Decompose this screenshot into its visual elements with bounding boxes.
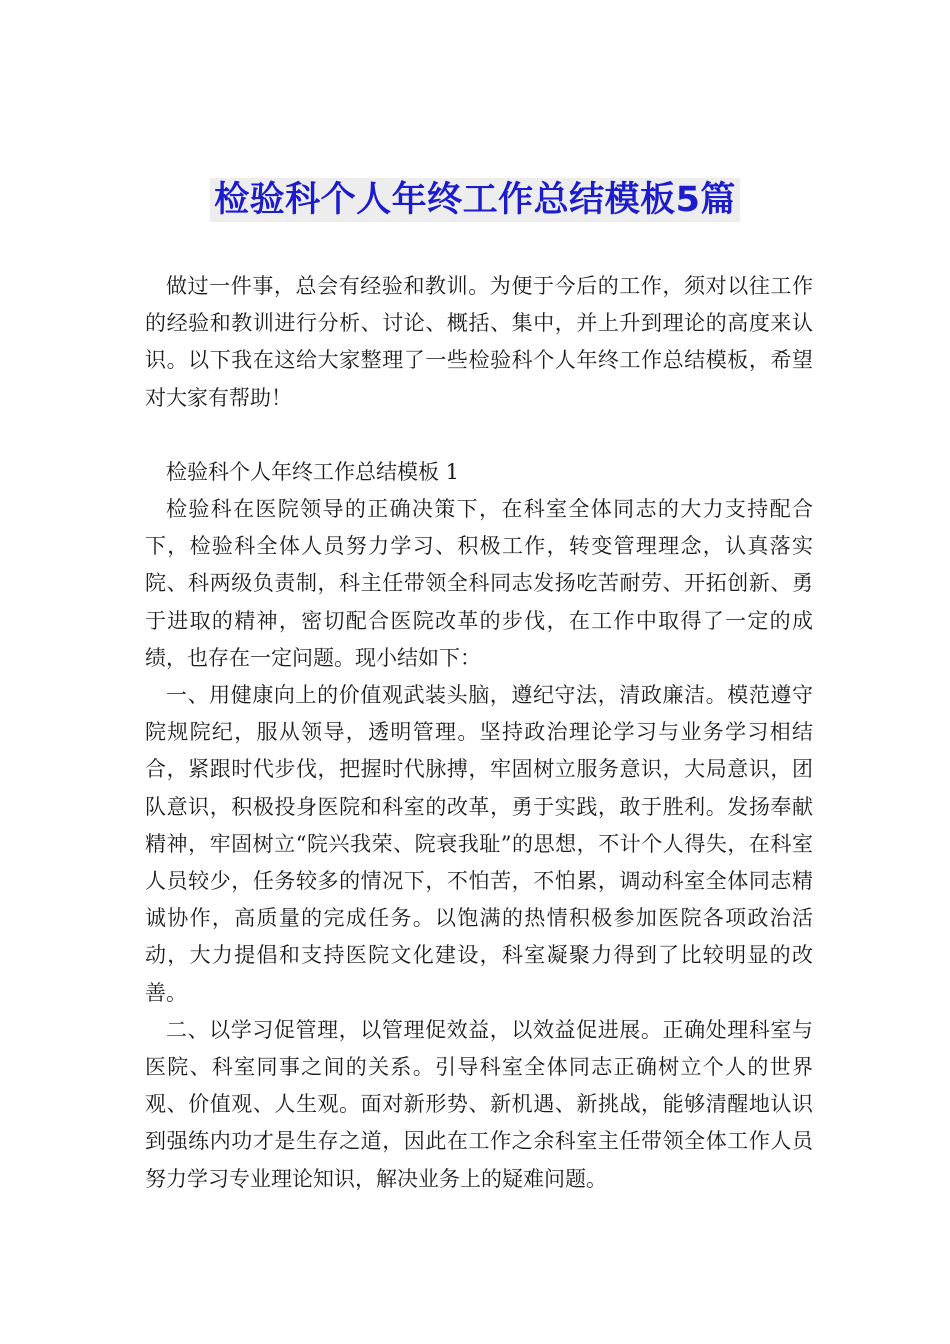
body-paragraph-3: 二、以学习促管理，以管理促效益，以效益促进展。正确处理科室与医院、科室同事之间的关系。引导科室全体同志正确树立个人的世界观、价值观、人生观。面对新形势、新机遇、新挑战，能够清醒地认识到强练内功才是生存之道，因此在工作之余科室主任带领全体工作人员努力学习专业理论知识，解决业务上的疑难问题。 — [145, 1017, 813, 1191]
section-heading: 检验科个人年终工作总结模板 1 — [166, 459, 460, 484]
title-container — [0, 178, 950, 222]
document-title: 检验科个人年终工作总结模板5篇 — [210, 178, 740, 222]
intro-paragraph: 做过一件事，总会有经验和教训。为便于今后的工作，须对以往工作的经验和教训进行分析、讨论、概括、集中，并上升到理论的高度来认识。以下我在这给大家整理了一些检验科个人年终工作总结模板，希望对大家有帮助！ — [145, 274, 813, 410]
body-paragraph-2: 一、用健康向上的价值观武装头脑，遵纪守法，清政廉洁。模范遵守院规院纪，服从领导，透明管理。坚持政治理论学习与业务学习相结合，紧跟时代步伐，把握时代脉搏，牢固树立服务意识，大局意识，团队意识，积极投身医院和科室的改革，勇于实践，敢于胜利。发扬奉献精神，牢固树立“院兴我荣、院衰我耻”的思想，不计个人得失，在科室人员较少，任务较多的情况下，不怕苦，不怕累，调动科室全体同志精诚协作，高质量的完成任务。以饱满的热情积极参加医院各项政治活动，大力提倡和支持医院文化建设，科室凝聚力得到了比较明显的改善。 — [145, 683, 813, 1005]
body-paragraph-1: 检验科在医院领导的正确决策下，在科室全体同志的大力支持配合下，检验科全体人员努力学习、积极工作，转变管理理念，认真落实院、科两级负责制，科主任带领全科同志发扬吃苦耐劳、开拓创新、勇于进取的精神，密切配合医院改革的步伐，在工作中取得了一定的成绩，也存在一定问题。现小结如下： — [145, 497, 813, 670]
document-body — [145, 268, 813, 1198]
